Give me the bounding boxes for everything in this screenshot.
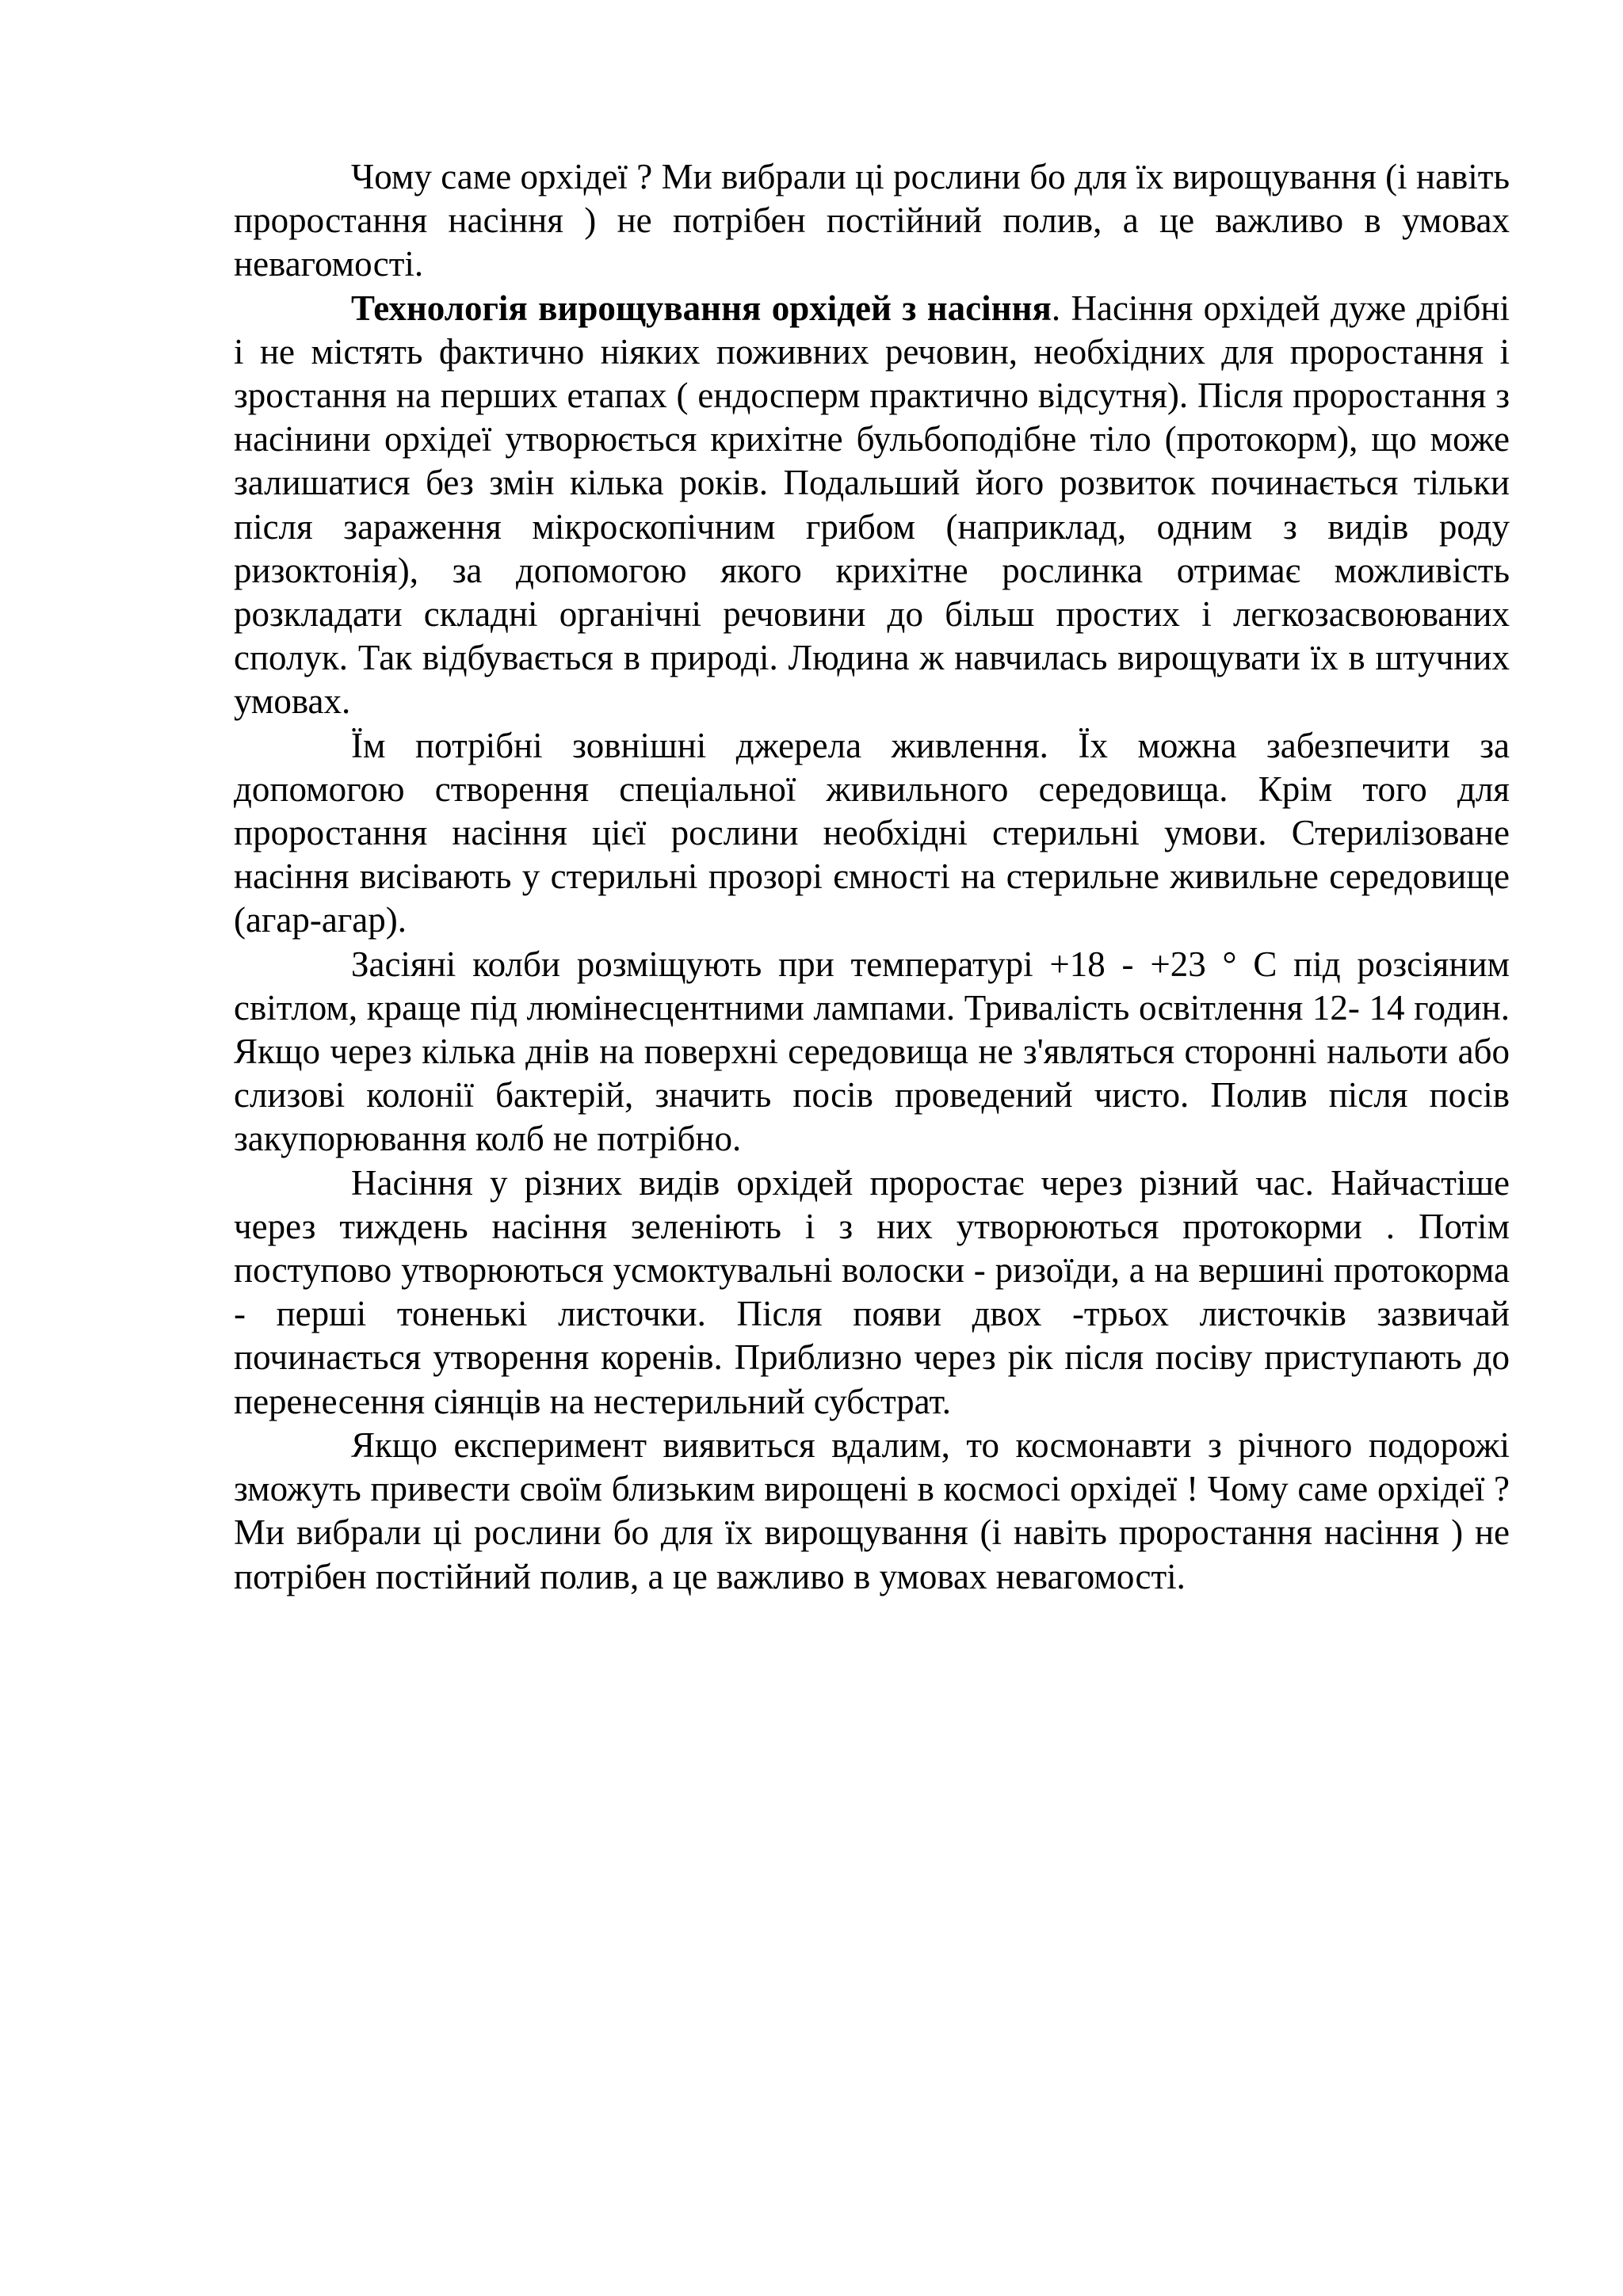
paragraph-growing-technology: [234, 287, 1510, 724]
paragraph-text: . Насіння орхідей дуже дрібні і не містять фактично ніяких поживних речовин, необхідних для проростання і зростання на перших етапах ( ендосперм практично відсутня). Після проростання з насінини орхідеї утворюється крихітне бульбоподібне тіло (протокорм), що може залишатися без змін кілька років. Подальший його розвиток починається тільки після зараження мікроскопічним грибом (наприклад, одним з видів роду ризоктонія), за допомогою якого крихітне рослинка отримає можливість розкладати складні органічні речовини до більш простих і легкозасвоюваних сполук. Так відбувається в природі. Людина ж навчилась вирощувати їх в штучних умовах.: [234, 288, 1510, 722]
paragraph-text: Насіння у різних видів орхідей проростає через різний час. Найчастіше через тиждень насіння зеленіють і з них утворюються протокорми . Потім поступово утворюються усмоктувальні волоски - ризоїди, а на вершині протокорма - перші тоненькі листочки. Після появи двох -трьох листочків зазвичай починається утворення коренів. Приблизно через рік після посіву приступають до перенесення сіянців на нестерильний субстрат.: [234, 1162, 1510, 1421]
paragraph-flask-conditions: [234, 943, 1510, 1161]
section-heading-bold: Технологія вирощування орхідей з насіння: [351, 288, 1052, 328]
paragraph-text: Якщо експеримент виявиться вдалим, то космонавти з річного подорожі зможуть привести своїм близьким вирощені в космосі орхідеї ! Чому саме орхідеї ? Ми вибрали ці рослини бо для їх вирощування (і навіть проростання насіння ) не потрібен постійний полив, а це важливо в умовах невагомості.: [234, 1425, 1510, 1596]
paragraph-nutrition: [234, 724, 1510, 943]
paragraph-text: Чому саме орхідеї ? Ми вибрали ці рослини бо для їх вирощування (і навіть проростання насіння ) не потрібен постійний полив, а це важливо в умовах невагомості.: [234, 157, 1510, 284]
paragraph-why-orchids: [234, 155, 1510, 287]
paragraph-text: Засіяні колби розміщують при температурі +18 - +23 ° С під розсіяним світлом, краще під люмінесцентними лампами. Тривалість освітлення 12- 14 годин. Якщо через кілька днів на поверхні середовища не з'являться сторонні нальоти або слизові колонії бактерій, значить посів проведений чисто. Полив після посів закупорювання колб не потрібно.: [234, 944, 1510, 1159]
paragraph-text: Їм потрібні зовнішні джерела живлення. Їх можна забезпечити за допомогою створення спеціальної живильного середовища. Крім того для проростання насіння цієї рослини необхідні стерильні умови. Стерилізоване насіння висівають у стерильні прозорі ємності на стерильне живильне середовище (агар-агар).: [234, 725, 1510, 940]
document-body: [234, 155, 1510, 1599]
paragraph-germination: [234, 1161, 1510, 1424]
paragraph-experiment-outcome: [234, 1424, 1510, 1599]
